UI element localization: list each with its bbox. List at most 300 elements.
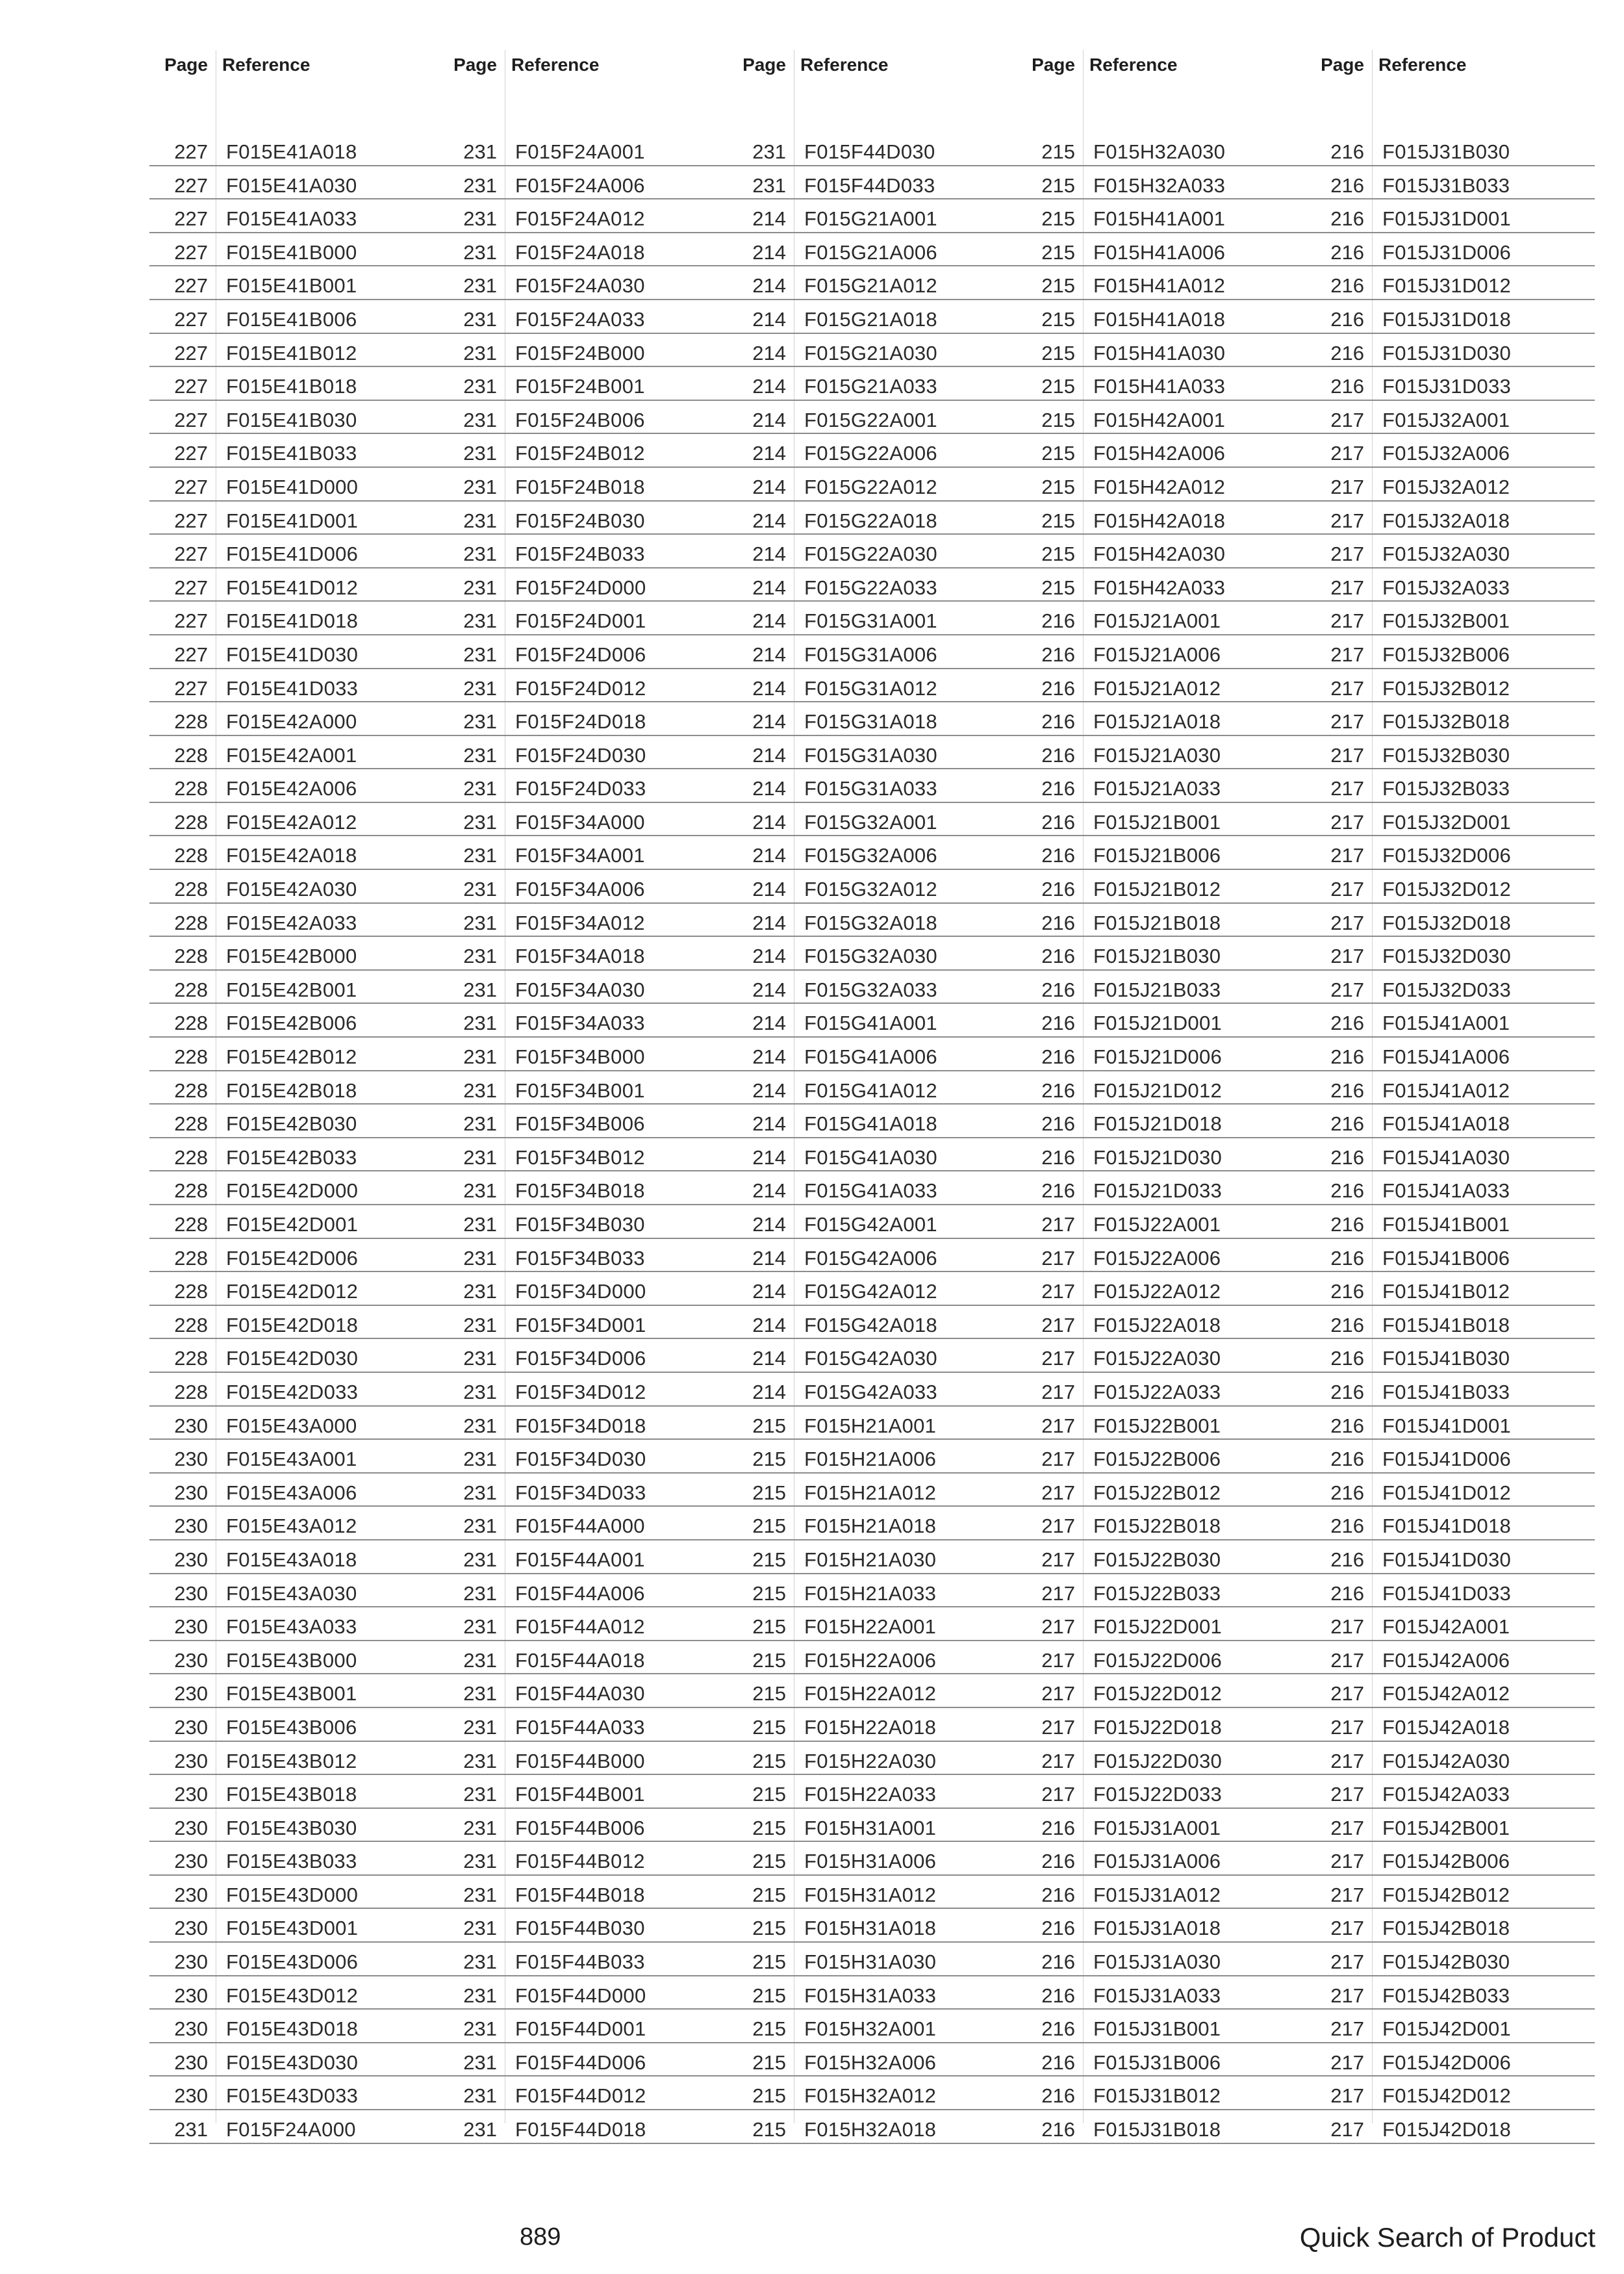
page-cell: 230	[174, 1883, 208, 1906]
table-row	[438, 1775, 728, 1809]
table-row	[149, 803, 438, 837]
page-cell: 215	[752, 2017, 786, 2041]
table-row	[149, 233, 438, 267]
page-cell: 228	[174, 1012, 208, 1035]
page-cell: 231	[463, 1548, 497, 1571]
page-cell: 216	[1041, 1883, 1075, 1906]
page-cell: 231	[752, 140, 786, 163]
table-row	[728, 1038, 1017, 1071]
reference-cell: F015E43B033	[226, 1850, 357, 1873]
reference-cell: F015G21A001	[804, 207, 937, 231]
reference-cell: F015J21B001	[1093, 810, 1221, 834]
table-row	[438, 1306, 728, 1340]
page-cell: 231	[463, 1715, 497, 1739]
table-row	[728, 1138, 1017, 1172]
reference-cell: F015J41B012	[1382, 1280, 1510, 1303]
table-row	[1017, 1674, 1306, 1708]
reference-cell: F015J22A030	[1093, 1347, 1221, 1370]
reference-cell: F015J42A030	[1382, 1749, 1510, 1772]
reference-cell: F015H32A018	[804, 2118, 937, 2141]
reference-cell: F015F24B033	[515, 543, 645, 566]
table-row	[1017, 1071, 1306, 1105]
table-row	[1017, 2043, 1306, 2077]
page-cell: 217	[1041, 1749, 1075, 1772]
page-cell: 216	[1330, 1079, 1364, 1102]
table-row	[438, 1373, 728, 1407]
table-row	[149, 468, 438, 502]
table-row	[149, 401, 438, 435]
reference-cell: F015F24D030	[515, 743, 646, 767]
reference-cell: F015G21A030	[804, 341, 937, 364]
page-cell: 217	[1041, 1448, 1075, 1471]
reference-cell: F015E43B001	[226, 1682, 357, 1706]
reference-cell: F015J32D012	[1382, 878, 1512, 901]
table-row	[149, 1909, 438, 1943]
table-row	[1306, 1976, 1595, 2010]
table-row	[728, 1876, 1017, 1910]
table-row	[728, 266, 1017, 300]
reference-cell: F015H32A006	[804, 2050, 937, 2074]
reference-cell: F015F24A030	[515, 274, 645, 298]
page-cell: 230	[174, 1682, 208, 1706]
page-cell: 216	[1041, 743, 1075, 767]
table-row	[1017, 535, 1306, 568]
reference-cell: F015G32A030	[804, 945, 937, 968]
page-cell: 217	[1330, 1682, 1364, 1706]
page-cell: 231	[463, 408, 497, 431]
table-row	[149, 535, 438, 568]
reference-cell: F015F44D000	[515, 1984, 646, 2007]
reference-cell: F015F34B018	[515, 1179, 645, 1203]
reference-cell: F015F24D000	[515, 576, 646, 599]
table-row	[438, 1004, 728, 1038]
table-row	[149, 904, 438, 938]
reference-cell: F015F34A000	[515, 810, 645, 834]
reference-cell: F015J21B006	[1093, 844, 1221, 867]
reference-cell: F015G31A033	[804, 777, 937, 800]
reference-cell: F015J42A012	[1382, 1682, 1510, 1706]
table-row	[438, 1540, 728, 1574]
page-cell: 228	[174, 945, 208, 968]
reference-cell: F015G42A018	[804, 1313, 937, 1336]
table-row	[438, 133, 728, 166]
reference-cell: F015H41A012	[1093, 274, 1226, 298]
table-row	[728, 1641, 1017, 1675]
page-cell: 217	[1330, 1883, 1364, 1906]
reference-cell: F015J22B012	[1093, 1481, 1221, 1504]
reference-cell: F015E41D001	[226, 509, 359, 532]
table-row	[149, 1038, 438, 1071]
reference-cell: F015J31A030	[1093, 1950, 1221, 1974]
page-cell: 215	[1041, 341, 1075, 364]
table-row	[149, 1507, 438, 1540]
table-row	[1017, 1708, 1306, 1742]
table-row	[728, 535, 1017, 568]
page-cell: 217	[1330, 1816, 1364, 1839]
table-row	[728, 702, 1017, 736]
table-row	[149, 2076, 438, 2110]
page-cell: 216	[1041, 1816, 1075, 1839]
reference-cell: F015J31A033	[1093, 1984, 1221, 2007]
table-row	[1306, 300, 1595, 334]
reference-cell: F015F34B006	[515, 1112, 645, 1136]
reference-cell: F015J22D001	[1093, 1615, 1223, 1639]
page-cell: 227	[174, 475, 208, 498]
table-row	[149, 2010, 438, 2043]
page-cell: 231	[463, 173, 497, 197]
reference-cell: F015E41D030	[226, 643, 359, 666]
table-row	[728, 769, 1017, 803]
reference-cell: F015H31A018	[804, 1917, 937, 1940]
table-row	[1017, 367, 1306, 401]
reference-cell: F015E42B030	[226, 1112, 357, 1136]
table-row	[728, 1809, 1017, 1843]
table-row	[1306, 1674, 1595, 1708]
reference-cell: F015E42D033	[226, 1380, 359, 1403]
table-row	[728, 2076, 1017, 2110]
table-row	[1017, 736, 1306, 770]
page-cell: 217	[1041, 1615, 1075, 1639]
page-header: Page	[742, 55, 786, 75]
page-cell: 230	[174, 2050, 208, 2074]
page-cell: 215	[752, 1917, 786, 1940]
table-row	[438, 635, 728, 669]
page-cell: 230	[174, 1514, 208, 1538]
page-cell: 216	[1041, 1917, 1075, 1940]
table-row	[149, 1742, 438, 1776]
table-row	[1017, 199, 1306, 233]
reference-cell: F015F44A012	[515, 1615, 645, 1639]
page-cell: 231	[463, 1012, 497, 1035]
table-row	[1017, 1775, 1306, 1809]
table-row	[438, 971, 728, 1004]
page-cell: 214	[752, 240, 786, 264]
table-row	[1306, 535, 1595, 568]
reference-cell: F015F44D012	[515, 2084, 646, 2108]
reference-cell: F015E43D001	[226, 1917, 359, 1940]
reference-cell: F015E43D030	[226, 2050, 359, 2074]
table-row	[1306, 1239, 1595, 1273]
table-row	[438, 1205, 728, 1239]
reference-header: Reference	[1089, 55, 1178, 75]
page-cell: 231	[463, 1481, 497, 1504]
table-row	[728, 635, 1017, 669]
table-row	[1306, 2010, 1595, 2043]
table-row	[149, 1171, 438, 1205]
page-cell: 230	[174, 1648, 208, 1672]
reference-cell: F015J32D018	[1382, 911, 1512, 934]
reference-cell: F015F44B018	[515, 1883, 645, 1906]
table-row	[1017, 1038, 1306, 1071]
page-cell: 216	[1330, 375, 1364, 398]
reference-cell: F015F34B033	[515, 1246, 645, 1270]
table-row	[438, 669, 728, 703]
page-cell: 217	[1041, 1380, 1075, 1403]
page-cell: 231	[463, 810, 497, 834]
reference-cell: F015G21A012	[804, 274, 937, 298]
page-cell: 231	[463, 1112, 497, 1136]
page-cell: 216	[1330, 1548, 1364, 1571]
reference-cell: F015G41A001	[804, 1012, 937, 1035]
page-cell: 216	[1330, 274, 1364, 298]
page-cell: 231	[463, 341, 497, 364]
reference-cell: F015F44D018	[515, 2118, 646, 2141]
index-column-2	[438, 47, 728, 2140]
reference-cell: F015J31A018	[1093, 1917, 1221, 1940]
page-cell: 217	[1330, 1917, 1364, 1940]
table-row	[728, 568, 1017, 602]
page-cell: 228	[174, 1246, 208, 1270]
page-cell: 228	[174, 1213, 208, 1236]
table-row	[1306, 434, 1595, 468]
table-row	[1306, 1407, 1595, 1440]
table-row	[438, 568, 728, 602]
page-cell: 216	[1041, 1112, 1075, 1136]
table-row	[1306, 166, 1595, 200]
reference-cell: F015H21A006	[804, 1448, 937, 1471]
reference-cell: F015H32A012	[804, 2084, 937, 2108]
page-cell: 228	[174, 1079, 208, 1102]
table-row	[438, 300, 728, 334]
page-cell: 228	[174, 1347, 208, 1370]
table-row	[1017, 602, 1306, 635]
reference-cell: F015J21B030	[1093, 945, 1221, 968]
page-cell: 231	[463, 1514, 497, 1538]
page-cell: 231	[463, 2084, 497, 2108]
page-cell: 228	[174, 978, 208, 1001]
reference-cell: F015E43A033	[226, 1615, 357, 1639]
page-cell: 217	[1330, 710, 1364, 734]
table-row	[438, 1407, 728, 1440]
table-row	[149, 1842, 438, 1876]
table-row	[728, 1742, 1017, 1776]
page-cell: 216	[1330, 1514, 1364, 1538]
reference-cell: F015J21A006	[1093, 643, 1221, 666]
reference-cell: F015F44D001	[515, 2017, 646, 2041]
reference-cell: F015E41D012	[226, 576, 359, 599]
table-row	[1017, 1239, 1306, 1273]
reference-cell: F015H32A001	[804, 2017, 937, 2041]
reference-cell: F015J32B012	[1382, 676, 1510, 700]
reference-cell: F015F34B030	[515, 1213, 645, 1236]
reference-cell: F015F34B000	[515, 1045, 645, 1069]
page-cell: 231	[463, 1145, 497, 1169]
reference-cell: F015E41D018	[226, 609, 359, 633]
reference-cell: F015J31B006	[1093, 2050, 1221, 2074]
page-cell: 215	[1041, 140, 1075, 163]
reference-cell: F015E41B006	[226, 307, 357, 331]
table-row	[728, 602, 1017, 635]
page-cell: 215	[752, 1414, 786, 1437]
reference-cell: F015J22D018	[1093, 1715, 1223, 1739]
page-cell: 217	[1330, 1850, 1364, 1873]
page-cell: 228	[174, 810, 208, 834]
page-cell: 217	[1041, 1682, 1075, 1706]
table-row	[438, 836, 728, 870]
page-cell: 214	[752, 475, 786, 498]
page-cell: 231	[463, 1749, 497, 1772]
page-cell: 217	[1330, 676, 1364, 700]
reference-cell: F015G41A006	[804, 1045, 937, 1069]
reference-cell: F015J42B030	[1382, 1950, 1510, 1974]
table-row	[1017, 971, 1306, 1004]
page-cell: 231	[463, 1045, 497, 1069]
reference-cell: F015J21A001	[1093, 609, 1221, 633]
page-cell: 214	[752, 307, 786, 331]
page-cell: 217	[1041, 1414, 1075, 1437]
page-cell: 216	[1330, 1380, 1364, 1403]
page-cell: 217	[1330, 945, 1364, 968]
page-cell: 231	[463, 1682, 497, 1706]
page-cell: 216	[1330, 1112, 1364, 1136]
page-cell: 231	[463, 1414, 497, 1437]
page-cell: 215	[1041, 173, 1075, 197]
reference-cell: F015F24D018	[515, 710, 646, 734]
page-cell: 228	[174, 911, 208, 934]
page-cell: 214	[752, 911, 786, 934]
table-row	[149, 1004, 438, 1038]
table-row	[1306, 1306, 1595, 1340]
page-cell: 230	[174, 1984, 208, 2007]
table-row	[728, 904, 1017, 938]
page-cell: 216	[1041, 1012, 1075, 1035]
reference-cell: F015E43D006	[226, 1950, 359, 1974]
page-cell: 228	[174, 1313, 208, 1336]
page-cell: 214	[752, 777, 786, 800]
table-row	[728, 1004, 1017, 1038]
page-cell: 227	[174, 375, 208, 398]
page-cell: 231	[463, 878, 497, 901]
table-row	[1306, 1708, 1595, 1742]
reference-cell: F015F24D001	[515, 609, 646, 633]
reference-cell: F015J31D006	[1382, 240, 1512, 264]
table-row	[1017, 266, 1306, 300]
table-row	[1017, 937, 1306, 971]
reference-cell: F015G31A012	[804, 676, 937, 700]
reference-cell: F015H41A001	[1093, 207, 1226, 231]
reference-cell: F015J31B033	[1382, 173, 1510, 197]
table-row	[1017, 669, 1306, 703]
reference-cell: F015E43B030	[226, 1816, 357, 1839]
page-cell: 217	[1330, 1749, 1364, 1772]
table-row	[149, 1339, 438, 1373]
table-row	[149, 1071, 438, 1105]
table-row	[728, 1507, 1017, 1540]
reference-cell: F015F44B033	[515, 1950, 645, 1974]
page-cell: 217	[1330, 810, 1364, 834]
page-cell: 215	[752, 1514, 786, 1538]
reference-cell: F015F24A000	[226, 2118, 356, 2141]
page-cell: 231	[463, 1213, 497, 1236]
reference-cell: F015J42B006	[1382, 1850, 1510, 1873]
table-row	[438, 1574, 728, 1608]
table-row	[438, 904, 728, 938]
reference-cell: F015E41D006	[226, 543, 359, 566]
table-row	[728, 233, 1017, 267]
page-cell: 216	[1041, 2084, 1075, 2108]
page-cell: 216	[1041, 676, 1075, 700]
reference-cell: F015E41D033	[226, 676, 359, 700]
table-row	[438, 1507, 728, 1540]
reference-cell: F015E42D000	[226, 1179, 359, 1203]
reference-cell: F015J31A006	[1093, 1850, 1221, 1873]
reference-cell: F015J42A018	[1382, 1715, 1510, 1739]
table-row	[1017, 2076, 1306, 2110]
reference-cell: F015G22A018	[804, 509, 937, 532]
page-cell: 227	[174, 676, 208, 700]
table-row	[438, 1071, 728, 1105]
page-cell: 215	[1041, 543, 1075, 566]
table-row	[1017, 1976, 1306, 2010]
table-row	[1017, 1540, 1306, 1574]
table-row	[438, 2076, 728, 2110]
table-row	[1017, 635, 1306, 669]
table-row	[728, 1976, 1017, 2010]
table-row	[438, 502, 728, 535]
table-row	[149, 1943, 438, 1976]
reference-cell: F015G32A033	[804, 978, 937, 1001]
reference-cell: F015F24B030	[515, 509, 645, 532]
page-cell: 228	[174, 878, 208, 901]
table-row	[1306, 937, 1595, 971]
reference-cell: F015H22A001	[804, 1615, 937, 1639]
reference-cell: F015E43A006	[226, 1481, 357, 1504]
table-row	[1306, 1943, 1595, 1976]
reference-cell: F015J31D012	[1382, 274, 1512, 298]
page-cell: 227	[174, 173, 208, 197]
reference-cell: F015J31B001	[1093, 2017, 1221, 2041]
page-cell: 230	[174, 1414, 208, 1437]
table-row	[438, 1272, 728, 1306]
page-cell: 214	[752, 1347, 786, 1370]
table-row	[1017, 468, 1306, 502]
reference-cell: F015H22A006	[804, 1648, 937, 1672]
reference-cell: F015G41A033	[804, 1179, 937, 1203]
table-row	[149, 870, 438, 904]
page-cell: 215	[752, 1715, 786, 1739]
page-cell: 230	[174, 1850, 208, 1873]
reference-cell: F015G22A033	[804, 576, 937, 599]
index-column-3	[728, 47, 1017, 2140]
table-row	[438, 434, 728, 468]
page-cell: 216	[1041, 911, 1075, 934]
column-header	[438, 47, 728, 86]
reference-cell: F015G42A033	[804, 1380, 937, 1403]
page-cell: 214	[752, 408, 786, 431]
page-cell: 214	[752, 576, 786, 599]
table-row	[1306, 2043, 1595, 2077]
reference-cell: F015H22A030	[804, 1749, 937, 1772]
page-cell: 217	[1330, 978, 1364, 1001]
table-row	[1017, 1205, 1306, 1239]
table-row	[438, 1171, 728, 1205]
table-row	[438, 702, 728, 736]
reference-cell: F015H42A001	[1093, 408, 1226, 431]
page-cell: 215	[752, 1749, 786, 1772]
page-cell: 216	[1330, 307, 1364, 331]
reference-cell: F015F24B006	[515, 408, 645, 431]
table-row	[438, 1105, 728, 1138]
reference-cell: F015G31A030	[804, 743, 937, 767]
page-cell: 231	[463, 844, 497, 867]
table-row	[728, 434, 1017, 468]
page-cell: 230	[174, 1581, 208, 1605]
table-row	[728, 2110, 1017, 2144]
page-cell: 217	[1330, 576, 1364, 599]
table-row	[728, 1474, 1017, 1507]
reference-cell: F015J42D012	[1382, 2084, 1512, 2108]
reference-cell: F015J31D030	[1382, 341, 1512, 364]
